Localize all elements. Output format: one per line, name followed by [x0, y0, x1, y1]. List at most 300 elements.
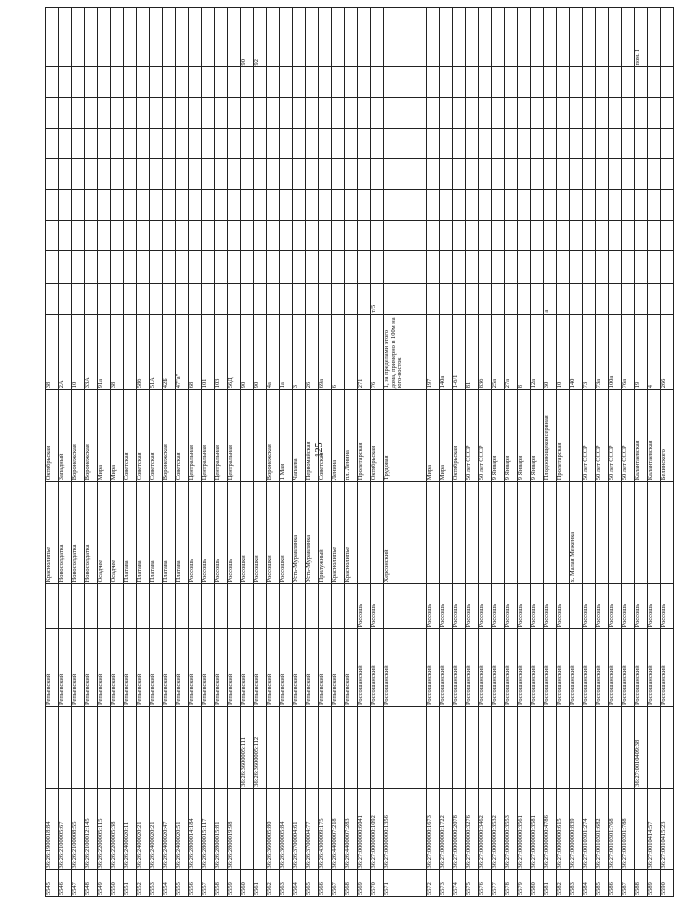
empty-cell: [622, 67, 635, 98]
empty-cell: [46, 67, 59, 98]
street-name: Воронежская: [85, 390, 98, 482]
table-row: [124, 8, 137, 897]
empty-cell: [124, 128, 137, 159]
building-detail: [98, 283, 111, 314]
empty-cell: [492, 159, 505, 190]
empty-cell: [293, 98, 306, 129]
cadastral-number-alt: [319, 706, 332, 788]
building-detail: [440, 283, 453, 314]
note-cell: [111, 8, 124, 67]
empty-cell: [254, 220, 267, 251]
empty-cell: [583, 159, 596, 190]
empty-cell: [150, 220, 163, 251]
row-number: 5555: [176, 870, 189, 897]
settlement-name: [267, 584, 280, 629]
empty-cell: [306, 159, 319, 190]
empty-cell: [358, 159, 371, 190]
empty-cell: [622, 159, 635, 190]
cadastral-number: [635, 788, 648, 870]
street-name: Пролетарская: [358, 390, 371, 482]
table-row: [492, 8, 505, 897]
settlement-name: [150, 584, 163, 629]
empty-cell: [596, 220, 609, 251]
empty-cell: [427, 67, 440, 98]
street-name: 9 Января: [492, 390, 505, 482]
building-detail: [293, 283, 306, 314]
empty-cell: [46, 190, 59, 221]
row-number: 5587: [622, 870, 635, 897]
empty-cell: [453, 159, 466, 190]
cadastral-number-alt: [384, 706, 427, 788]
empty-cell: [583, 128, 596, 159]
row-number: 5579: [518, 870, 531, 897]
house-number: 1-б/1: [453, 314, 466, 390]
empty-cell: [72, 190, 85, 221]
empty-cell: [384, 67, 427, 98]
empty-cell: [427, 220, 440, 251]
empty-cell: [609, 98, 622, 129]
table-row: [479, 8, 492, 897]
building-detail: [427, 283, 440, 314]
empty-cell: [427, 159, 440, 190]
settlement-name: Россошь: [544, 584, 557, 629]
settlement-name: Россошь: [635, 584, 648, 629]
note-cell: 92: [254, 8, 267, 67]
street-name: Октябрьская: [453, 390, 466, 482]
building-detail: [479, 283, 492, 314]
street-name: Плодоовощеконсервная: [544, 390, 557, 482]
empty-cell: [648, 67, 661, 98]
cadastral-number-alt: [371, 706, 384, 788]
empty-cell: [570, 251, 583, 284]
empty-cell: [596, 251, 609, 284]
district-name: Россошанский: [466, 629, 479, 707]
row-number: 5546: [59, 870, 72, 897]
note-cell: [596, 8, 609, 67]
building-detail: [345, 283, 358, 314]
register-table: [45, 7, 674, 897]
note-cell: [137, 8, 150, 67]
note-cell: [189, 8, 202, 67]
empty-cell: [557, 128, 570, 159]
cadastral-number: 36:26:4300009:175: [319, 788, 332, 870]
row-number: 5572: [427, 870, 440, 897]
cadastral-number: [241, 788, 254, 870]
settlement-name: Россошь: [466, 584, 479, 629]
empty-cell: [635, 220, 648, 251]
table-row: [202, 8, 215, 897]
building-detail: [163, 283, 176, 314]
empty-cell: [345, 67, 358, 98]
empty-cell: [293, 220, 306, 251]
table-row: [46, 8, 59, 897]
district-name: Репьевский: [85, 629, 98, 707]
empty-cell: [202, 159, 215, 190]
locality-name: Платава: [137, 482, 150, 584]
settlement-name: [332, 584, 345, 629]
empty-cell: [557, 190, 570, 221]
street-name: Октябрьская: [46, 390, 59, 482]
empty-cell: [267, 128, 280, 159]
empty-cell: [137, 128, 150, 159]
empty-cell: [518, 220, 531, 251]
cadastral-number: 36:26:2400020:11: [124, 788, 137, 870]
street-name: Белинского: [661, 390, 674, 482]
empty-cell: [150, 159, 163, 190]
empty-cell: [59, 251, 72, 284]
row-number: 5573: [440, 870, 453, 897]
building-detail: [505, 283, 518, 314]
empty-cell: [466, 67, 479, 98]
street-name: Воронежская: [72, 390, 85, 482]
empty-cell: [427, 251, 440, 284]
building-detail: [332, 283, 345, 314]
building-detail: [319, 283, 332, 314]
note-cell: [518, 8, 531, 67]
empty-cell: [98, 220, 111, 251]
house-number: 73а: [596, 314, 609, 390]
row-number: 5563: [280, 870, 293, 897]
street-name: 50 лет СССР: [609, 390, 622, 482]
row-number: 5568: [345, 870, 358, 897]
empty-cell: [345, 128, 358, 159]
empty-cell: [453, 190, 466, 221]
note-cell: [72, 8, 85, 67]
cadastral-number-alt: [59, 706, 72, 788]
locality-name: Осадчее: [98, 482, 111, 584]
empty-cell: [648, 251, 661, 284]
empty-cell: [544, 251, 557, 284]
cadastral-number-alt: [267, 706, 280, 788]
empty-cell: [531, 159, 544, 190]
note-cell: [319, 8, 332, 67]
empty-cell: [241, 251, 254, 284]
empty-cell: [544, 67, 557, 98]
cadastral-number-alt: [124, 706, 137, 788]
empty-cell: [479, 128, 492, 159]
empty-cell: [518, 98, 531, 129]
note-cell: [371, 8, 384, 67]
house-number: 81: [466, 314, 479, 390]
empty-cell: [609, 128, 622, 159]
empty-cell: [648, 128, 661, 159]
empty-cell: [176, 98, 189, 129]
empty-cell: [479, 251, 492, 284]
locality-name: Россошки: [267, 482, 280, 584]
empty-cell: [280, 67, 293, 98]
settlement-name: Россошь: [427, 584, 440, 629]
building-detail: [215, 283, 228, 314]
empty-cell: [59, 98, 72, 129]
empty-cell: [609, 251, 622, 284]
cadastral-number: 36:26:3700004:77: [306, 788, 319, 870]
empty-cell: [319, 67, 332, 98]
building-detail: [241, 283, 254, 314]
row-number: 5550: [111, 870, 124, 897]
house-number: 1, за пределами этого дома, примерно в 100м на юго-восток: [384, 314, 427, 390]
empty-cell: [453, 67, 466, 98]
note-cell: [293, 8, 306, 67]
empty-cell: [98, 190, 111, 221]
page-number: 125: [314, 442, 325, 458]
empty-cell: [466, 190, 479, 221]
building-detail: [59, 283, 72, 314]
empty-cell: [427, 128, 440, 159]
note-cell: [202, 8, 215, 67]
empty-cell: [150, 128, 163, 159]
building-detail: [46, 283, 59, 314]
settlement-name: Россошь: [622, 584, 635, 629]
empty-cell: [371, 67, 384, 98]
street-name: пл. Ленина: [345, 390, 358, 482]
empty-cell: [332, 190, 345, 221]
empty-cell: [163, 159, 176, 190]
cadastral-number: 36:26:2100012:145: [85, 788, 98, 870]
district-name: Репьевский: [72, 629, 85, 707]
table-row: [163, 8, 176, 897]
district-name: Россошанский: [596, 629, 609, 707]
empty-cell: [505, 98, 518, 129]
empty-cell: [622, 220, 635, 251]
empty-cell: [440, 128, 453, 159]
row-number: 5559: [228, 870, 241, 897]
empty-cell: [280, 98, 293, 129]
row-number: 5581: [544, 870, 557, 897]
row-number: 5562: [267, 870, 280, 897]
empty-cell: [267, 159, 280, 190]
house-number: 140: [570, 314, 583, 390]
empty-cell: [202, 251, 215, 284]
cadastral-number: 36:26:2400020:47: [163, 788, 176, 870]
locality-name: Новосолдатка: [72, 482, 85, 584]
row-number: 5549: [98, 870, 111, 897]
building-detail: [635, 283, 648, 314]
empty-cell: [661, 159, 674, 190]
empty-cell: [267, 67, 280, 98]
table-row: [280, 8, 293, 897]
empty-cell: [228, 98, 241, 129]
table-row: [505, 8, 518, 897]
empty-cell: [648, 220, 661, 251]
table-row: [518, 8, 531, 897]
settlement-name: Россошь: [583, 584, 596, 629]
district-name: Россошанский: [479, 629, 492, 707]
empty-cell: [189, 128, 202, 159]
empty-cell: [570, 67, 583, 98]
street-name: Октябрьская: [371, 390, 384, 482]
empty-cell: [137, 159, 150, 190]
locality-name: [453, 482, 466, 584]
note-cell: [661, 8, 674, 67]
empty-cell: [228, 128, 241, 159]
district-name: Репьевский: [124, 629, 137, 707]
cadastral-number-alt: [570, 706, 583, 788]
street-name: 9 Января: [518, 390, 531, 482]
note-cell: [492, 8, 505, 67]
empty-cell: [202, 67, 215, 98]
settlement-name: [176, 584, 189, 629]
empty-cell: [319, 128, 332, 159]
settlement-name: Россошь: [661, 584, 674, 629]
empty-cell: [254, 98, 267, 129]
cadastral-number-alt: [427, 706, 440, 788]
empty-cell: [358, 251, 371, 284]
row-number: 5576: [479, 870, 492, 897]
district-name: Россошанский: [453, 629, 466, 707]
settlement-name: Россошь: [531, 584, 544, 629]
table-row: [254, 8, 267, 897]
empty-cell: [267, 220, 280, 251]
empty-cell: [466, 159, 479, 190]
cadastral-number: 36:26:2800014:184: [189, 788, 202, 870]
cadastral-number: 36:26:3700004:61: [293, 788, 306, 870]
empty-cell: [124, 67, 137, 98]
empty-cell: [319, 159, 332, 190]
building-detail: [531, 283, 544, 314]
empty-cell: [661, 220, 674, 251]
empty-cell: [293, 190, 306, 221]
house-number: 90: [241, 314, 254, 390]
locality-name: [518, 482, 531, 584]
row-number: 5575: [466, 870, 479, 897]
cadastral-number: 36:27:0010301:274: [583, 788, 596, 870]
house-number: 47"а": [176, 314, 189, 390]
district-name: Репьевский: [306, 629, 319, 707]
empty-cell: [427, 190, 440, 221]
cadastral-number: 36:26:4400007:218: [332, 788, 345, 870]
locality-name: Краснолипье: [46, 482, 59, 584]
building-detail: [453, 283, 466, 314]
table-row: [228, 8, 241, 897]
district-name: Репьевский: [293, 629, 306, 707]
locality-name: Краснолипье: [332, 482, 345, 584]
empty-cell: [111, 67, 124, 98]
district-name: Россошанский: [622, 629, 635, 707]
empty-cell: [384, 128, 427, 159]
empty-cell: [570, 220, 583, 251]
empty-cell: [111, 220, 124, 251]
house-number: 101: [202, 314, 215, 390]
note-cell: [557, 8, 570, 67]
cadastral-number: 36:27:0000000:3532: [492, 788, 505, 870]
cadastral-number: 36:26:1900018:84: [46, 788, 59, 870]
house-number: 38: [46, 314, 59, 390]
building-detail: [189, 283, 202, 314]
empty-cell: [596, 98, 609, 129]
empty-cell: [661, 128, 674, 159]
building-detail: [466, 283, 479, 314]
district-name: Репьевский: [345, 629, 358, 707]
empty-cell: [150, 251, 163, 284]
house-number: 10: [72, 314, 85, 390]
empty-cell: [505, 220, 518, 251]
row-number: 5551: [124, 870, 137, 897]
cadastral-number-alt: [466, 706, 479, 788]
empty-cell: [85, 190, 98, 221]
cadastral-number: 36:26:2200005:115: [98, 788, 111, 870]
empty-cell: [137, 190, 150, 221]
cadastral-number-alt: 36:27:0010409:38: [635, 706, 648, 788]
empty-cell: [440, 159, 453, 190]
locality-name: [557, 482, 570, 584]
empty-cell: [319, 251, 332, 284]
district-name: Репьевский: [202, 629, 215, 707]
empty-cell: [466, 128, 479, 159]
empty-cell: [440, 251, 453, 284]
district-name: Россошанский: [557, 629, 570, 707]
cadastral-number-alt: [189, 706, 202, 788]
row-number: 5583: [570, 870, 583, 897]
cadastral-number-alt: [85, 706, 98, 788]
locality-name: Платава: [150, 482, 163, 584]
building-detail: [384, 283, 427, 314]
building-detail: [583, 283, 596, 314]
district-name: Россошанский: [505, 629, 518, 707]
empty-cell: [306, 128, 319, 159]
empty-cell: [72, 128, 85, 159]
empty-cell: [176, 190, 189, 221]
empty-cell: [345, 251, 358, 284]
empty-cell: [111, 128, 124, 159]
empty-cell: [596, 159, 609, 190]
row-number: 5571: [384, 870, 427, 897]
street-name: Первомайская: [306, 390, 319, 482]
empty-cell: [531, 251, 544, 284]
empty-cell: [466, 251, 479, 284]
cadastral-number: 36:27:0000000:3581: [531, 788, 544, 870]
note-cell: [150, 8, 163, 67]
locality-name: [622, 482, 635, 584]
locality-name: Россошки: [280, 482, 293, 584]
note-cell: [98, 8, 111, 67]
empty-cell: [228, 190, 241, 221]
table-row: [427, 8, 440, 897]
cadastral-number-alt: [453, 706, 466, 788]
empty-cell: [384, 159, 427, 190]
table-row: [358, 8, 371, 897]
cadastral-number-alt: [72, 706, 85, 788]
row-number: 5580: [531, 870, 544, 897]
table-row: [267, 8, 280, 897]
empty-cell: [492, 128, 505, 159]
empty-cell: [189, 98, 202, 129]
cadastral-number-alt: [163, 706, 176, 788]
empty-cell: [479, 98, 492, 129]
empty-cell: [215, 67, 228, 98]
note-cell: [648, 8, 661, 67]
row-number: 5590: [661, 870, 674, 897]
settlement-name: Россошь: [648, 584, 661, 629]
row-number: 5584: [583, 870, 596, 897]
building-detail: [72, 283, 85, 314]
empty-cell: [635, 67, 648, 98]
note-cell: [228, 8, 241, 67]
building-detail: [518, 283, 531, 314]
building-detail: [150, 283, 163, 314]
locality-name: [661, 482, 674, 584]
district-name: Россошанский: [427, 629, 440, 707]
table-row: [557, 8, 570, 897]
cadastral-number: 36:27:0000000:6041: [358, 788, 371, 870]
empty-cell: [215, 159, 228, 190]
empty-cell: [163, 98, 176, 129]
empty-cell: [609, 67, 622, 98]
district-name: Россошанский: [440, 629, 453, 707]
street-name: 50 лет СССР: [622, 390, 635, 482]
empty-cell: [583, 98, 596, 129]
locality-name: [440, 482, 453, 584]
empty-cell: [306, 251, 319, 284]
